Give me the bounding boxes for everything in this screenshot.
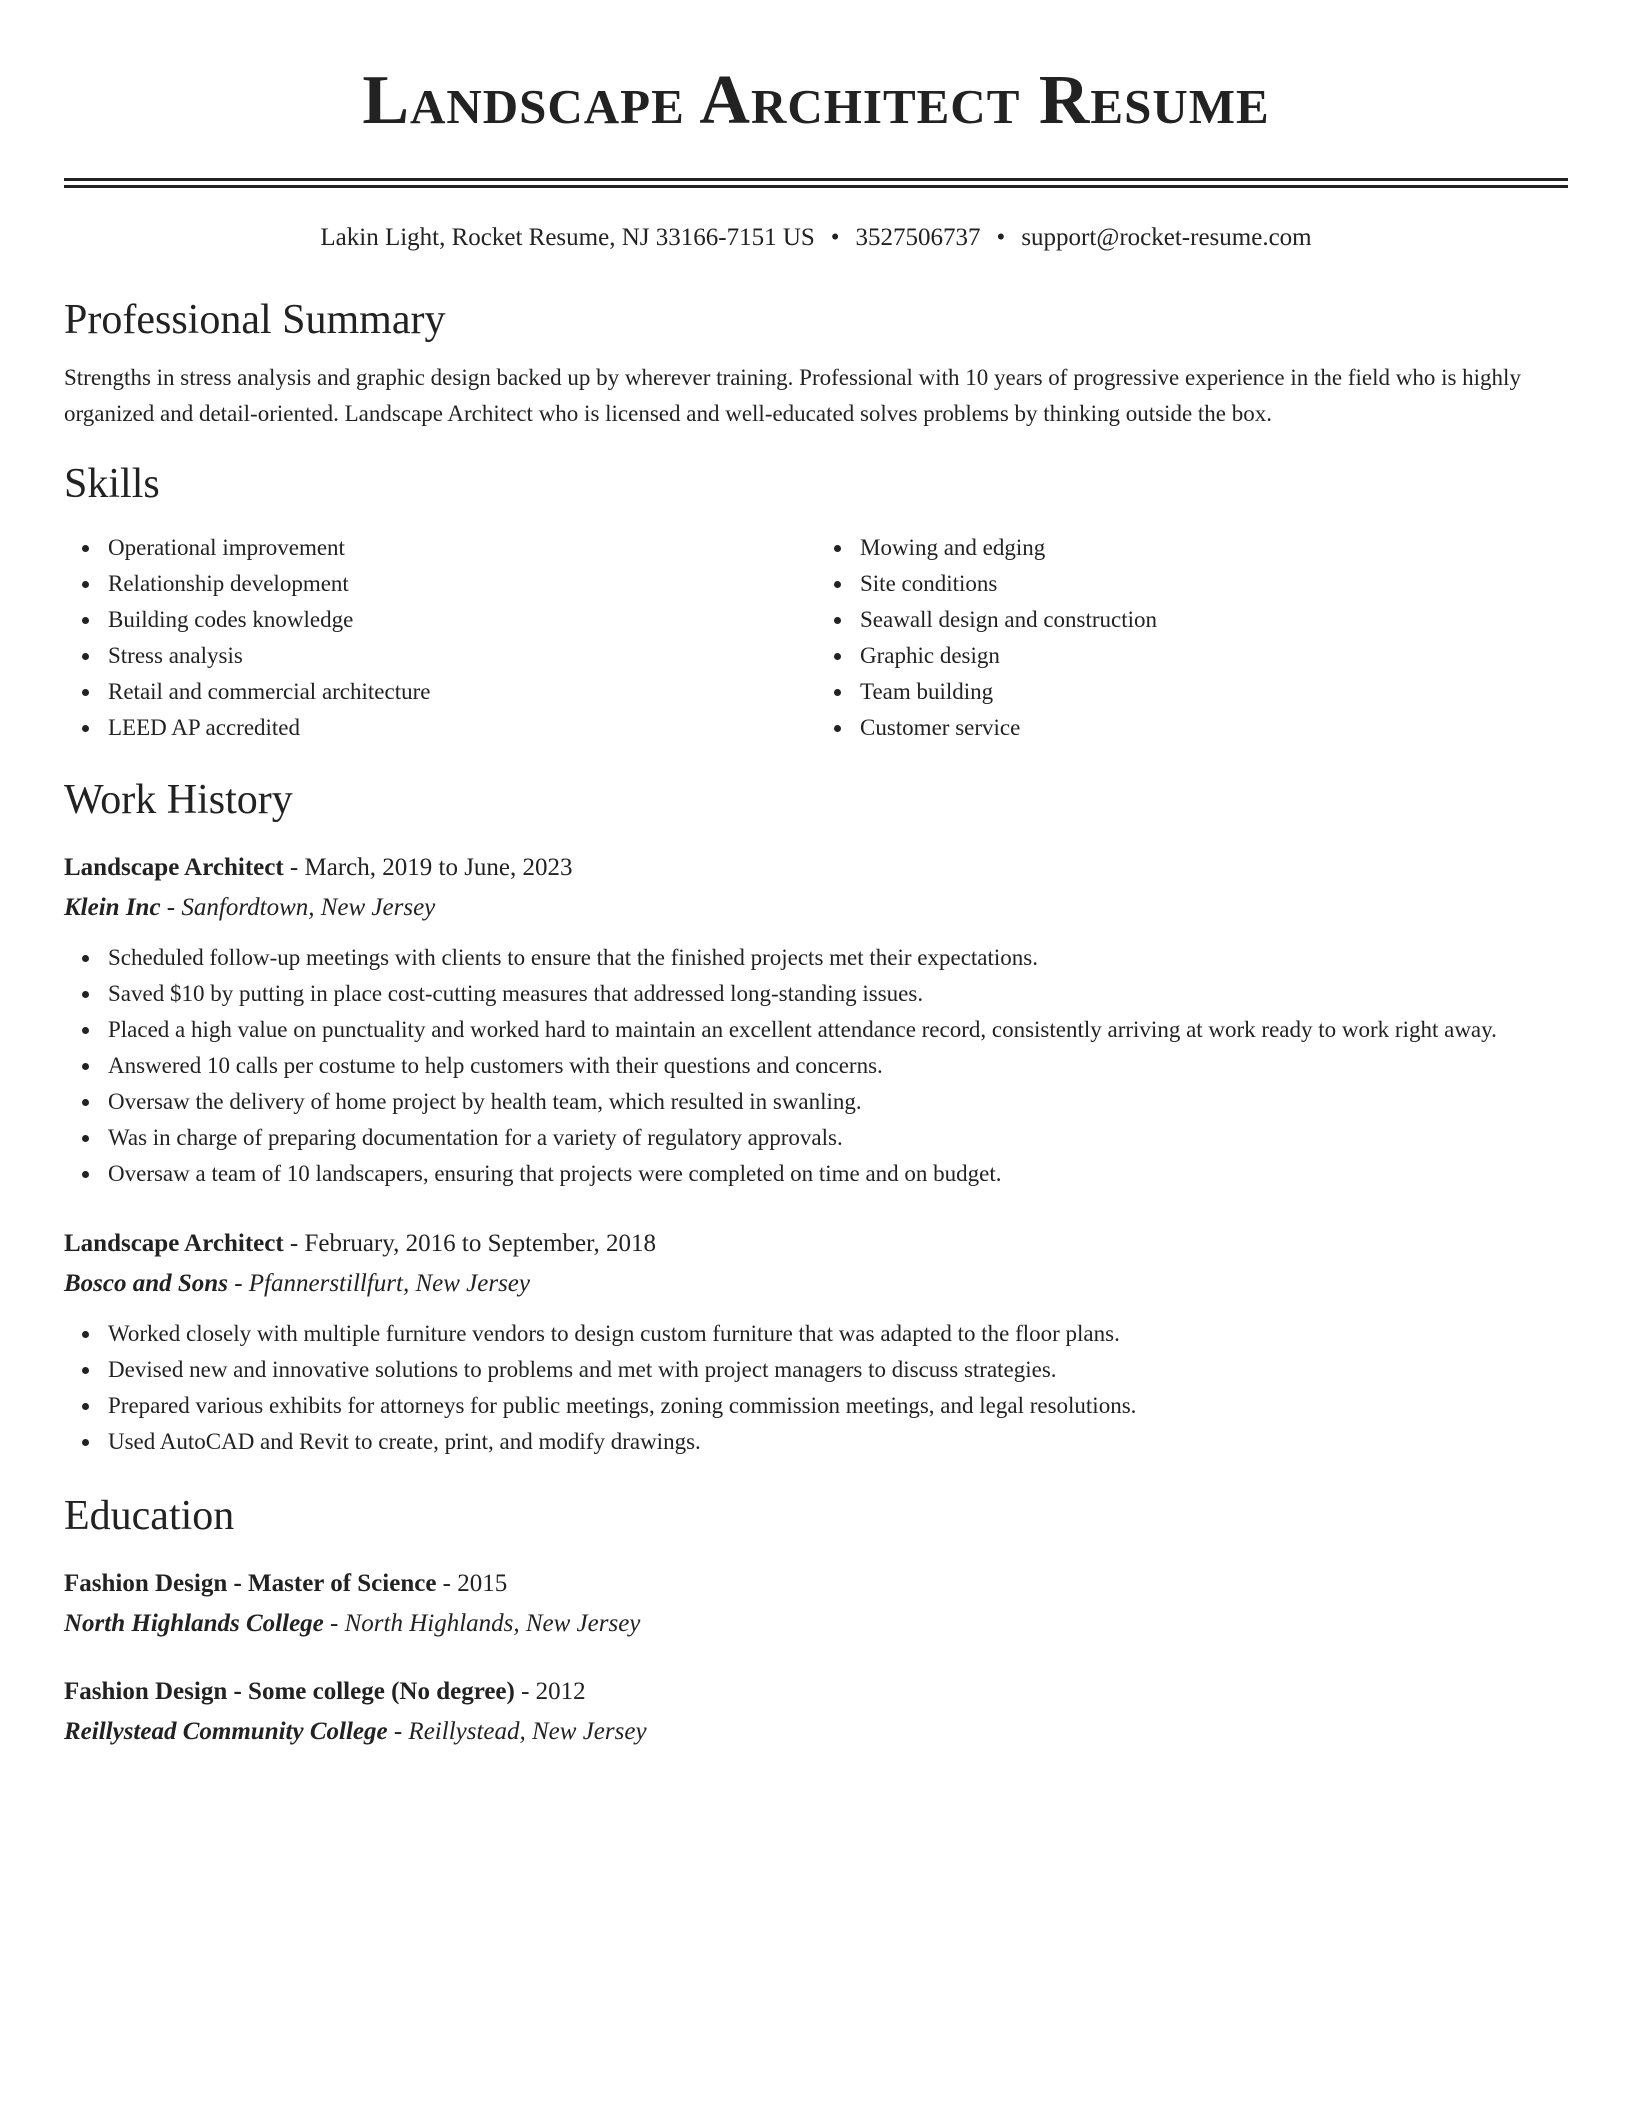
school-name: North Highlands College <box>64 1610 324 1637</box>
degree: Fashion Design - Some college (No degree) <box>64 1678 515 1705</box>
job-company: Bosco and Sons <box>64 1270 228 1297</box>
skills-section <box>64 458 1568 746</box>
job-entry <box>64 848 1568 1192</box>
education-heading: Education <box>64 1493 235 1539</box>
job-bullets <box>64 940 1568 1192</box>
skills-columns <box>64 530 1568 746</box>
skills-list-left <box>64 530 816 746</box>
skill-item: Relationship development <box>108 566 816 602</box>
job-bullet: Scheduled follow-up meetings with clients to ensure that the finished projects met their expectations. <box>108 940 1568 976</box>
job-bullet: Worked closely with multiple furniture vendors to design custom furniture that was adapted to the floor plans. <box>108 1316 1568 1352</box>
school-location: - North Highlands, New Jersey <box>323 1610 641 1637</box>
skill-item: Customer service <box>860 710 1568 746</box>
job-company-line <box>64 888 1568 928</box>
school-name: Reillystead Community College <box>64 1718 388 1745</box>
contact-phone: 3527506737 <box>855 224 981 251</box>
school-location: - Reillystead, New Jersey <box>387 1718 647 1745</box>
skills-heading: Skills <box>64 461 160 507</box>
degree-year: - 2012 <box>514 1678 586 1705</box>
job-entry <box>64 1224 1568 1460</box>
job-bullet: Prepared various exhibits for attorneys for public meetings, zoning commission meetings, and legal resolutions. <box>108 1388 1568 1424</box>
skill-item: Stress analysis <box>108 638 816 674</box>
contact-separator: • <box>830 224 840 251</box>
degree-line <box>64 1672 1568 1712</box>
job-bullet: Oversaw a team of 10 landscapers, ensuring that projects were completed on time and on budget. <box>108 1156 1568 1192</box>
job-title: Landscape Architect <box>64 854 284 881</box>
education-section <box>64 1490 1568 1752</box>
skill-item: Team building <box>860 674 1568 710</box>
degree-year: - 2015 <box>436 1570 508 1597</box>
education-entry <box>64 1672 1568 1752</box>
skill-item: Retail and commercial architecture <box>108 674 816 710</box>
job-bullet: Answered 10 calls per costume to help customers with their questions and concerns. <box>108 1048 1568 1084</box>
skill-item: Seawall design and construction <box>860 602 1568 638</box>
job-dates: - March, 2019 to June, 2023 <box>283 854 573 881</box>
job-company: Klein Inc <box>64 894 161 921</box>
work-history-heading: Work History <box>64 777 293 823</box>
job-title-line <box>64 1224 1568 1264</box>
skills-list-right <box>816 530 1568 746</box>
school-line <box>64 1712 1568 1752</box>
job-bullets <box>64 1316 1568 1460</box>
contact-address: Lakin Light, Rocket Resume, NJ 33166-7151 US <box>320 224 815 251</box>
job-location: - Pfannerstillfurt, New Jersey <box>227 1270 530 1297</box>
contact-separator: • <box>996 224 1006 251</box>
contact-line <box>64 222 1568 254</box>
skill-item: Operational improvement <box>108 530 816 566</box>
degree-line <box>64 1564 1568 1604</box>
education-entry <box>64 1564 1568 1644</box>
summary-heading: Professional Summary <box>64 297 446 343</box>
degree: Fashion Design - Master of Science <box>64 1570 437 1597</box>
job-bullet: Devised new and innovative solutions to problems and met with project managers to discuss strategies. <box>108 1352 1568 1388</box>
school-line <box>64 1604 1568 1644</box>
skill-item: Graphic design <box>860 638 1568 674</box>
page-title: Landscape Architect Resume <box>362 62 1270 139</box>
job-bullet: Oversaw the delivery of home project by health team, which resulted in swanling. <box>108 1084 1568 1120</box>
job-title-line <box>64 848 1568 888</box>
job-company-line <box>64 1264 1568 1304</box>
skill-item: LEED AP accredited <box>108 710 816 746</box>
job-bullet: Was in charge of preparing documentation for a variety of regulatory approvals. <box>108 1120 1568 1156</box>
job-bullet: Used AutoCAD and Revit to create, print, and modify drawings. <box>108 1424 1568 1460</box>
job-title: Landscape Architect <box>64 1230 284 1257</box>
job-bullet: Saved $10 by putting in place cost-cutting measures that addressed long-standing issues. <box>108 976 1568 1012</box>
job-location: - Sanfordtown, New Jersey <box>160 894 436 921</box>
title-double-rule <box>64 178 1568 188</box>
skill-item: Site conditions <box>860 566 1568 602</box>
summary-section <box>64 294 1568 432</box>
work-history-section <box>64 774 1568 1460</box>
skill-item: Mowing and edging <box>860 530 1568 566</box>
job-bullet: Placed a high value on punctuality and worked hard to maintain an excellent attendance record, consistently arriving at work ready to work right away. <box>108 1012 1568 1048</box>
skill-item: Building codes knowledge <box>108 602 816 638</box>
job-dates: - February, 2016 to September, 2018 <box>283 1230 656 1257</box>
contact-email: support@rocket-resume.com <box>1021 224 1312 251</box>
summary-text: Strengths in stress analysis and graphic design backed up by wherever training. Professional with 10 years of progressive experience in the field who is highly organized and detail-oriented. Landscape Architect who is licensed and well-educated solves problems by thinking outside the box. <box>64 365 1521 426</box>
